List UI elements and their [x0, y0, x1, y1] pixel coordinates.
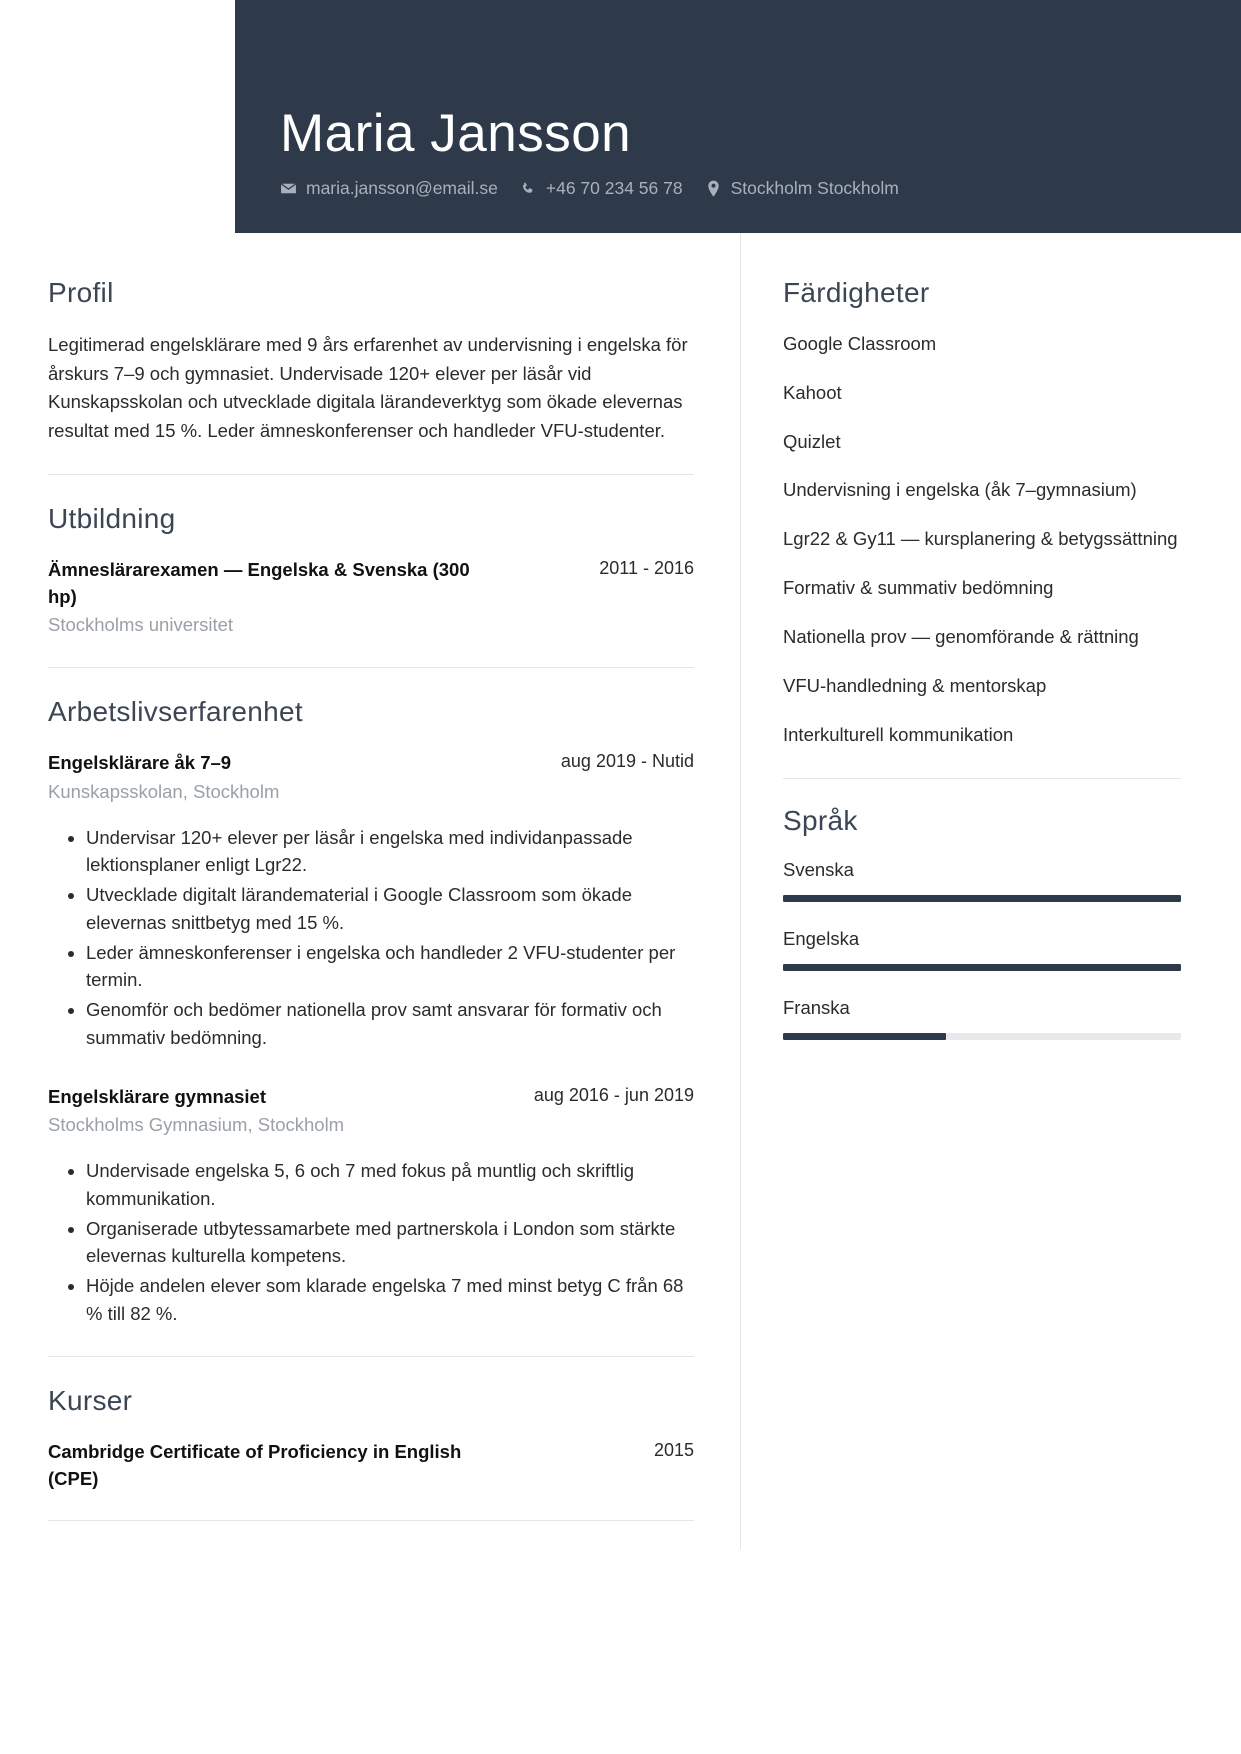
contact-location[interactable] [705, 178, 899, 199]
experience-entry-employer: Stockholms Gymnasium, Stockholm [48, 1114, 345, 1136]
experience-entry-head [48, 1084, 694, 1111]
skill-item: Undervisning i engelska (åk 7–gymnasium) [783, 479, 1137, 501]
skill-item: Lgr22 & Gy11 — kursplanering & betygssättning [783, 528, 1178, 550]
experience-entry-date: aug 2019 - Nutid [560, 751, 694, 772]
profile-summary-text: Legitimerad engelsklärare med 9 års erfarenhet av undervisning i engelska för årskurs 7–9 och gymnasiet. Undervisade 120+ elever per läsår vid Kunskapsskolan och utvecklade digitala lärandeverktyg som ökade elevernas resultat med 15 %. Leder ämneskonferenser och handleder VFU-studenter. [48, 334, 688, 442]
divider-after-experience [48, 1356, 694, 1357]
language-level-fill [783, 895, 1181, 902]
contact-phone[interactable] [520, 178, 683, 199]
section-skills [783, 277, 1181, 748]
section-experience [48, 696, 694, 1328]
language-name: Engelska [783, 928, 860, 950]
language-name: Franska [783, 997, 850, 1019]
course-entry [48, 1439, 694, 1493]
experience-entry [48, 750, 694, 1052]
section-title-languages: Språk [783, 805, 858, 837]
skill-item: VFU-handledning & mentorskap [783, 674, 1047, 696]
list-item: • Undervisade engelska 5, 6 och 7 med fokus på muntlig och skriftlig kommunikation. [86, 1157, 694, 1213]
section-title-experience: Arbetslivserfarenhet [48, 696, 304, 728]
divider-after-skills [783, 778, 1181, 779]
language-item [783, 997, 1181, 1040]
divider-after-education [48, 667, 694, 668]
language-level-track [783, 895, 1181, 902]
sidebar-column [740, 233, 1241, 1549]
education-entry-head [48, 557, 694, 611]
course-entry-title: Cambridge Certificate of Proficiency in English (CPE) [48, 1440, 462, 1489]
divider-after-profile [48, 474, 694, 475]
section-profile [48, 277, 694, 446]
skill-item: Formativ & summativ bedömning [783, 577, 1054, 599]
skill-item: Quizlet [783, 430, 841, 452]
section-title-courses: Kurser [48, 1384, 133, 1416]
section-title-profile: Profil [48, 277, 114, 308]
language-name: Svenska [783, 859, 854, 881]
education-entry [48, 557, 694, 639]
experience-entry-bullets [48, 1157, 694, 1328]
language-item [783, 859, 1181, 902]
list-item: • Leder ämneskonferenser i engelska och handleder 2 VFU-studenter per termin. [86, 939, 694, 995]
experience-entry-bullets [48, 824, 694, 1052]
contact-row [280, 178, 1241, 199]
resume-body [0, 233, 1241, 1549]
experience-entry-head [48, 750, 694, 777]
language-level-track [783, 1033, 1181, 1040]
list-item: • Organiserade utbytessamarbete med partnerskola i London som stärkte elevernas kulturella kompetens. [86, 1215, 694, 1271]
contact-phone-text: +46 70 234 56 78 [545, 178, 683, 198]
language-level-track [783, 964, 1181, 971]
language-item [783, 928, 1181, 971]
skill-item: Kahoot [783, 381, 842, 403]
list-item: • Genomför och bedömer nationella prov samt ansvarar för formativ och summativ bedömning. [86, 996, 694, 1052]
list-item: • Undervisar 120+ elever per läsår i engelska med individanpassade lektionsplaner enligt Lgr22. [86, 824, 694, 880]
contact-email-text: maria.jansson@email.se [306, 178, 498, 198]
section-languages [783, 805, 1181, 1040]
language-level-fill [783, 964, 1181, 971]
skill-item: Google Classroom [783, 333, 937, 354]
language-level-fill [783, 1033, 946, 1040]
course-entry-head [48, 1439, 694, 1493]
section-title-education: Utbildning [48, 502, 176, 534]
education-entry-title: Ämneslärarexamen — Engelska & Svenska (300 hp) [48, 558, 470, 607]
skill-item: Interkulturell kommunikation [783, 723, 1014, 745]
candidate-name: Maria Jansson [280, 104, 632, 164]
resume-header [235, 0, 1241, 233]
section-title-skills: Färdigheter [783, 277, 930, 308]
list-item: • Höjde andelen elever som klarade engelska 7 med minst betyg C från 68 % till 82 %. [86, 1272, 694, 1328]
section-education [48, 503, 694, 639]
main-column [0, 233, 740, 1549]
skill-item: Nationella prov — genomförande & rättning [783, 625, 1139, 647]
list-item: • Utvecklade digitalt lärandematerial i Google Classroom som ökade elevernas snittbetyg med 15 %. [86, 881, 694, 937]
experience-entry-title: Engelsklärare åk 7–9 [48, 752, 232, 774]
course-entry-date: 2015 [653, 1439, 694, 1460]
contact-email[interactable] [280, 178, 498, 199]
experience-entry [48, 1084, 694, 1328]
phone-icon [520, 180, 537, 197]
contact-location-text: Stockholm Stockholm [730, 178, 899, 198]
divider-after-courses [48, 1520, 694, 1521]
section-courses [48, 1385, 694, 1493]
location-pin-icon [705, 180, 722, 197]
experience-entry-employer: Kunskapsskolan, Stockholm [48, 780, 280, 802]
education-entry-institution: Stockholms universitet [48, 614, 234, 636]
education-entry-date: 2011 - 2016 [599, 557, 694, 578]
envelope-icon [280, 180, 297, 197]
experience-entry-title: Engelsklärare gymnasiet [48, 1085, 266, 1107]
experience-entry-date: aug 2016 - jun 2019 [533, 1084, 694, 1105]
